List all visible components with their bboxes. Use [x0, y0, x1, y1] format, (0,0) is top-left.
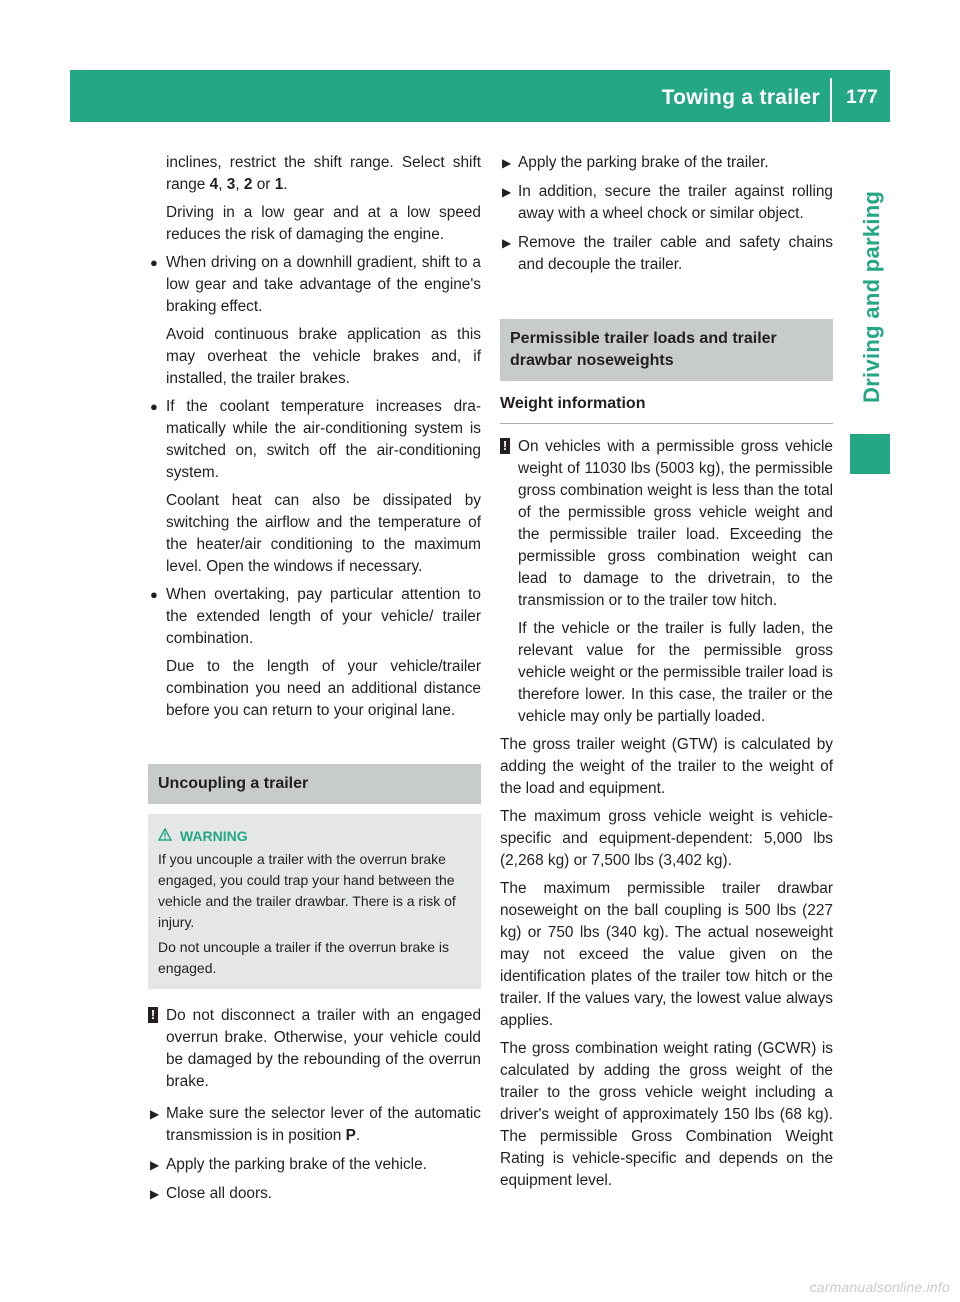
- arrow-icon: ▶: [150, 1158, 160, 1172]
- paragraph: Due to the length of your vehicle/trailer combination you need an additional distance before you can return to your original lane.: [166, 658, 481, 719]
- paragraph: The gross combination weight rating (GCWR) is calculated by adding the gross weight of the trailer to the gross vehicle weight including a driver's weight of approximately 150 lbs (68 kg). The permissible Gross Combination Weight Rating is vehicle-specific and depends on the equipment level.: [500, 1040, 833, 1189]
- arrow-icon: ▶: [150, 1187, 160, 1201]
- warning-text: Do not uncouple a trailer if the overrun brake is engaged.: [158, 939, 450, 976]
- step-item: ▶ Make sure the selector lever of the automatic transmission is in position P.: [150, 1105, 481, 1144]
- step-item: ▶ Close all doors.: [148, 1183, 481, 1205]
- chapter-title: Towing a trailer: [661, 86, 820, 109]
- paragraph: If the vehicle or the trailer is fully laden, the relevant value for the permissible gross vehicle weight or the permissible trailer load is therefore lower. In this case, the trailer or the vehicle may only be partially loaded.: [518, 620, 833, 725]
- paragraph: Driving in a low gear and at a low speed reduces the risk of damaging the engine.: [166, 204, 481, 243]
- bullet-icon: ●: [150, 255, 158, 270]
- bullet-icon: ●: [150, 399, 158, 414]
- side-tab-marker: [850, 434, 890, 474]
- step-item: ▶ Apply the parking brake of the trailer.: [500, 152, 833, 174]
- paragraph: The gross trailer weight (GTW) is calculated by adding the weight of the trailer to the weight of the load and equipment.: [500, 736, 833, 797]
- subheading: Weight information: [500, 393, 833, 424]
- page-number: 177: [846, 87, 878, 108]
- paragraph: Coolant heat can also be dissipated by switching the airflow and the temperature of the heater/air conditioning to the maximum level. Open the windows if necessary.: [166, 492, 481, 575]
- arrow-icon: ▶: [150, 1107, 160, 1121]
- paragraph: The maximum permissible trailer drawbar noseweight on the ball coupling is 500 lbs (227 kg) or 750 lbs (340 kg). The actual noseweight may not exceed the value given on the identification plates of the trailer tow hitch or the trailer. If the values vary, the lowest value always applies.: [500, 880, 833, 1029]
- bullet-item: ● If the coolant temperature increases dramatically while the air-conditioning system is switched on, switch off the air-conditioning system.: [150, 398, 481, 481]
- bullet-item: ● When overtaking, pay particular attention to the extended length of your vehicle/ trailer combination.: [150, 586, 481, 647]
- step-item: ▶ Remove the trailer cable and safety chains and decouple the trailer.: [502, 234, 833, 273]
- bullet-item: ● When driving on a downhill gradient, shift to a low gear and take advantage of the engine's braking effect.: [150, 254, 481, 315]
- exclamation-icon: !: [500, 438, 510, 454]
- paragraph: Avoid continuous brake application as this may overheat the vehicle brakes and, if installed, the trailer brakes.: [166, 326, 481, 387]
- section-heading: Permissible trailer loads and trailer drawbar noseweights: [500, 319, 833, 381]
- step-item: ▶ In addition, secure the trailer against rolling away with a wheel chock or similar object.: [502, 183, 833, 222]
- bullet-icon: ●: [150, 587, 158, 602]
- step-item: ▶ Apply the parking brake of the vehicle.: [148, 1154, 481, 1176]
- notice-item: ! On vehicles with a permissible gross vehicle weight of 11030 lbs (5003 kg), the permissible gross combination weight is less than the total of the permissible gross vehicle weight and the permissible trailer load. Exceeding the permissible gross combination weight can lead to damage to the drivetrain, to the transmission or to the trailer tow hitch.: [500, 436, 833, 612]
- arrow-icon: ▶: [502, 236, 512, 250]
- warning-heading: WARNING: [158, 826, 471, 847]
- paragraph: The maximum gross vehicle weight is vehicle-specific and equipment-dependent: 5,000 lbs (2,268 kg) or 7,500 lbs (3,402 kg).: [500, 808, 833, 869]
- warning-text: If you uncouple a trailer with the overrun brake engaged, you could trap your hand between the vehicle and the trailer drawbar. There is a risk of injury.: [158, 851, 456, 930]
- side-tab-label: Driving and parking: [859, 190, 884, 403]
- left-column: [148, 152, 481, 1212]
- header-divider: [830, 78, 832, 122]
- warning-box: [148, 814, 481, 989]
- notice-item: ! Do not disconnect a trailer with an engaged overrun brake. Otherwise, your vehicle could be damaged by the rebounding of the overrun brake.: [148, 1005, 481, 1093]
- warning-triangle-icon: [158, 826, 180, 847]
- page-header: [70, 70, 890, 122]
- right-column: [500, 152, 833, 1198]
- arrow-icon: ▶: [502, 156, 512, 170]
- paragraph: inclines, restrict the shift range. Select shift range 4, 3, 2 or 1.: [166, 154, 481, 193]
- section-heading: Uncoupling a trailer: [148, 764, 481, 804]
- arrow-icon: ▶: [502, 185, 512, 199]
- watermark: carmanualsonline.info: [809, 1279, 950, 1295]
- exclamation-icon: !: [148, 1007, 158, 1023]
